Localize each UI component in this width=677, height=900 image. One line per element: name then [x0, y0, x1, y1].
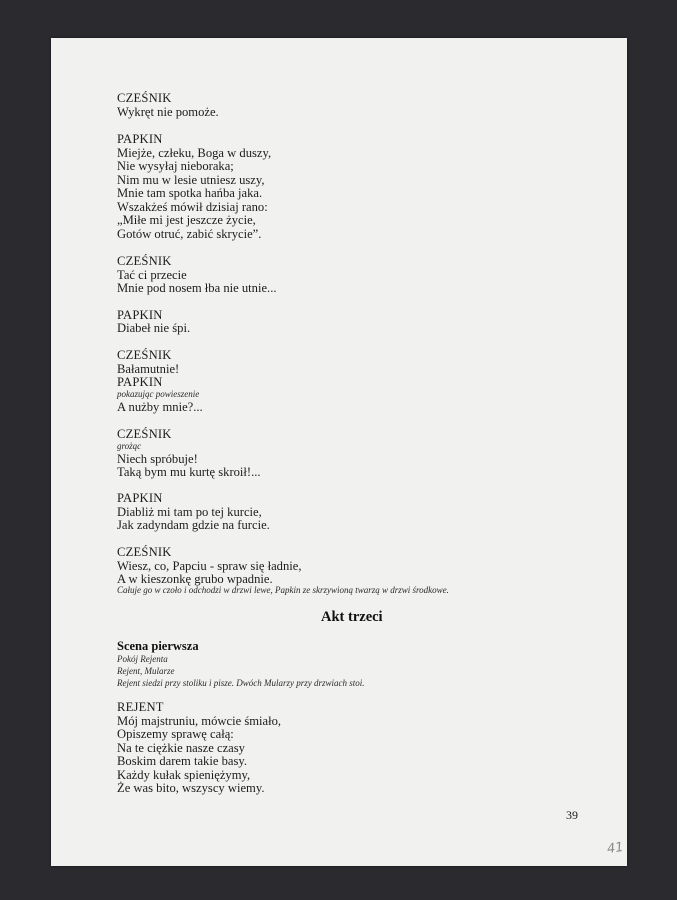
verse-line: Diabliż mi tam po tej kurcie, — [117, 505, 262, 519]
verse-line: Że was bito, wszyscy wiemy. — [117, 781, 265, 795]
scene-title: Scena pierwsza — [117, 639, 199, 653]
verse-line: Taką bym mu kurtę skroił!... — [117, 465, 261, 479]
verse-line: Wykręt nie pomoże. — [117, 105, 219, 119]
scene-place: Pokój Rejenta — [117, 654, 168, 664]
speaker-name: REJENT — [117, 700, 164, 714]
verse-line: Mój majstruniu, mówcie śmiało, — [117, 714, 282, 728]
verse-line: Niech spróbuje! — [117, 452, 198, 466]
verse-line: Nim mu w lesie utniesz uszy, — [117, 173, 265, 187]
speaker-name: CZEŚNIK — [117, 254, 172, 268]
verse-line: Nie wysyłaj nieboraka; — [117, 159, 234, 173]
verse-line: Wiesz, co, Papciu - spraw się ładnie, — [117, 559, 302, 573]
stage-direction: Rejent siedzi przy stoliku i pisze. Dwóch Mularzy przy drzwiach stoi. — [117, 678, 365, 688]
document-page — [51, 38, 627, 866]
verse-line: Jak zadyndam gdzie na furcie. — [117, 518, 270, 532]
speaker-name: PAPKIN — [117, 491, 163, 505]
speaker-name: PAPKIN — [117, 308, 163, 322]
speaker-name: CZEŚNIK — [117, 545, 172, 559]
verse-line: Na te ciężkie nasze czasy — [117, 741, 245, 755]
stage-direction: grożąc — [117, 441, 142, 451]
verse-line: Mnie tam spotka hańba jaka. — [117, 186, 263, 200]
page-number: 39 — [566, 808, 578, 822]
verse-line: Diabeł nie śpi. — [117, 321, 191, 335]
verse-line: Każdy kułak spieniężymy, — [117, 768, 251, 782]
speaker-name: CZEŚNIK — [117, 427, 172, 441]
stage-direction: Całuje go w czoło i odchodzi w drzwi lewe, Papkin ze skrzywioną twarzą w drzwi środkowe. — [117, 585, 449, 595]
speaker-name: CZEŚNIK — [117, 91, 172, 105]
verse-line: Wszakżeś mówił dzisiaj rano: — [117, 200, 268, 214]
verse-line: Tać ci przecie — [117, 268, 187, 282]
verse-line: Miejże, człeku, Boga w duszy, — [117, 146, 272, 160]
verse-line: Boskim darem takie basy. — [117, 754, 247, 768]
speaker-name: CZEŚNIK — [117, 348, 172, 362]
verse-line: Opiszemy sprawę całą: — [117, 727, 234, 741]
verse-line: A w kieszonkę grubo wpadnie. — [117, 572, 273, 586]
verse-line: Bałamutnie! — [117, 362, 180, 376]
verse-line: Mnie pod nosem łba nie utnie... — [117, 281, 277, 295]
scene-persons: Rejent, Mularze — [117, 666, 175, 676]
act-title: Akt trzeci — [321, 609, 383, 625]
verse-line: „Miłe mi jest jeszcze życie, — [117, 213, 256, 227]
verse-line: Gotów otruć, zabić skrycie”. — [117, 227, 262, 241]
stage-direction: pokazując powieszenie — [117, 389, 200, 399]
speaker-name: PAPKIN — [117, 375, 163, 389]
pencil-annotation: 41 — [606, 839, 625, 858]
verse-line: A nużby mnie?... — [117, 400, 203, 414]
speaker-name: PAPKIN — [117, 132, 163, 146]
